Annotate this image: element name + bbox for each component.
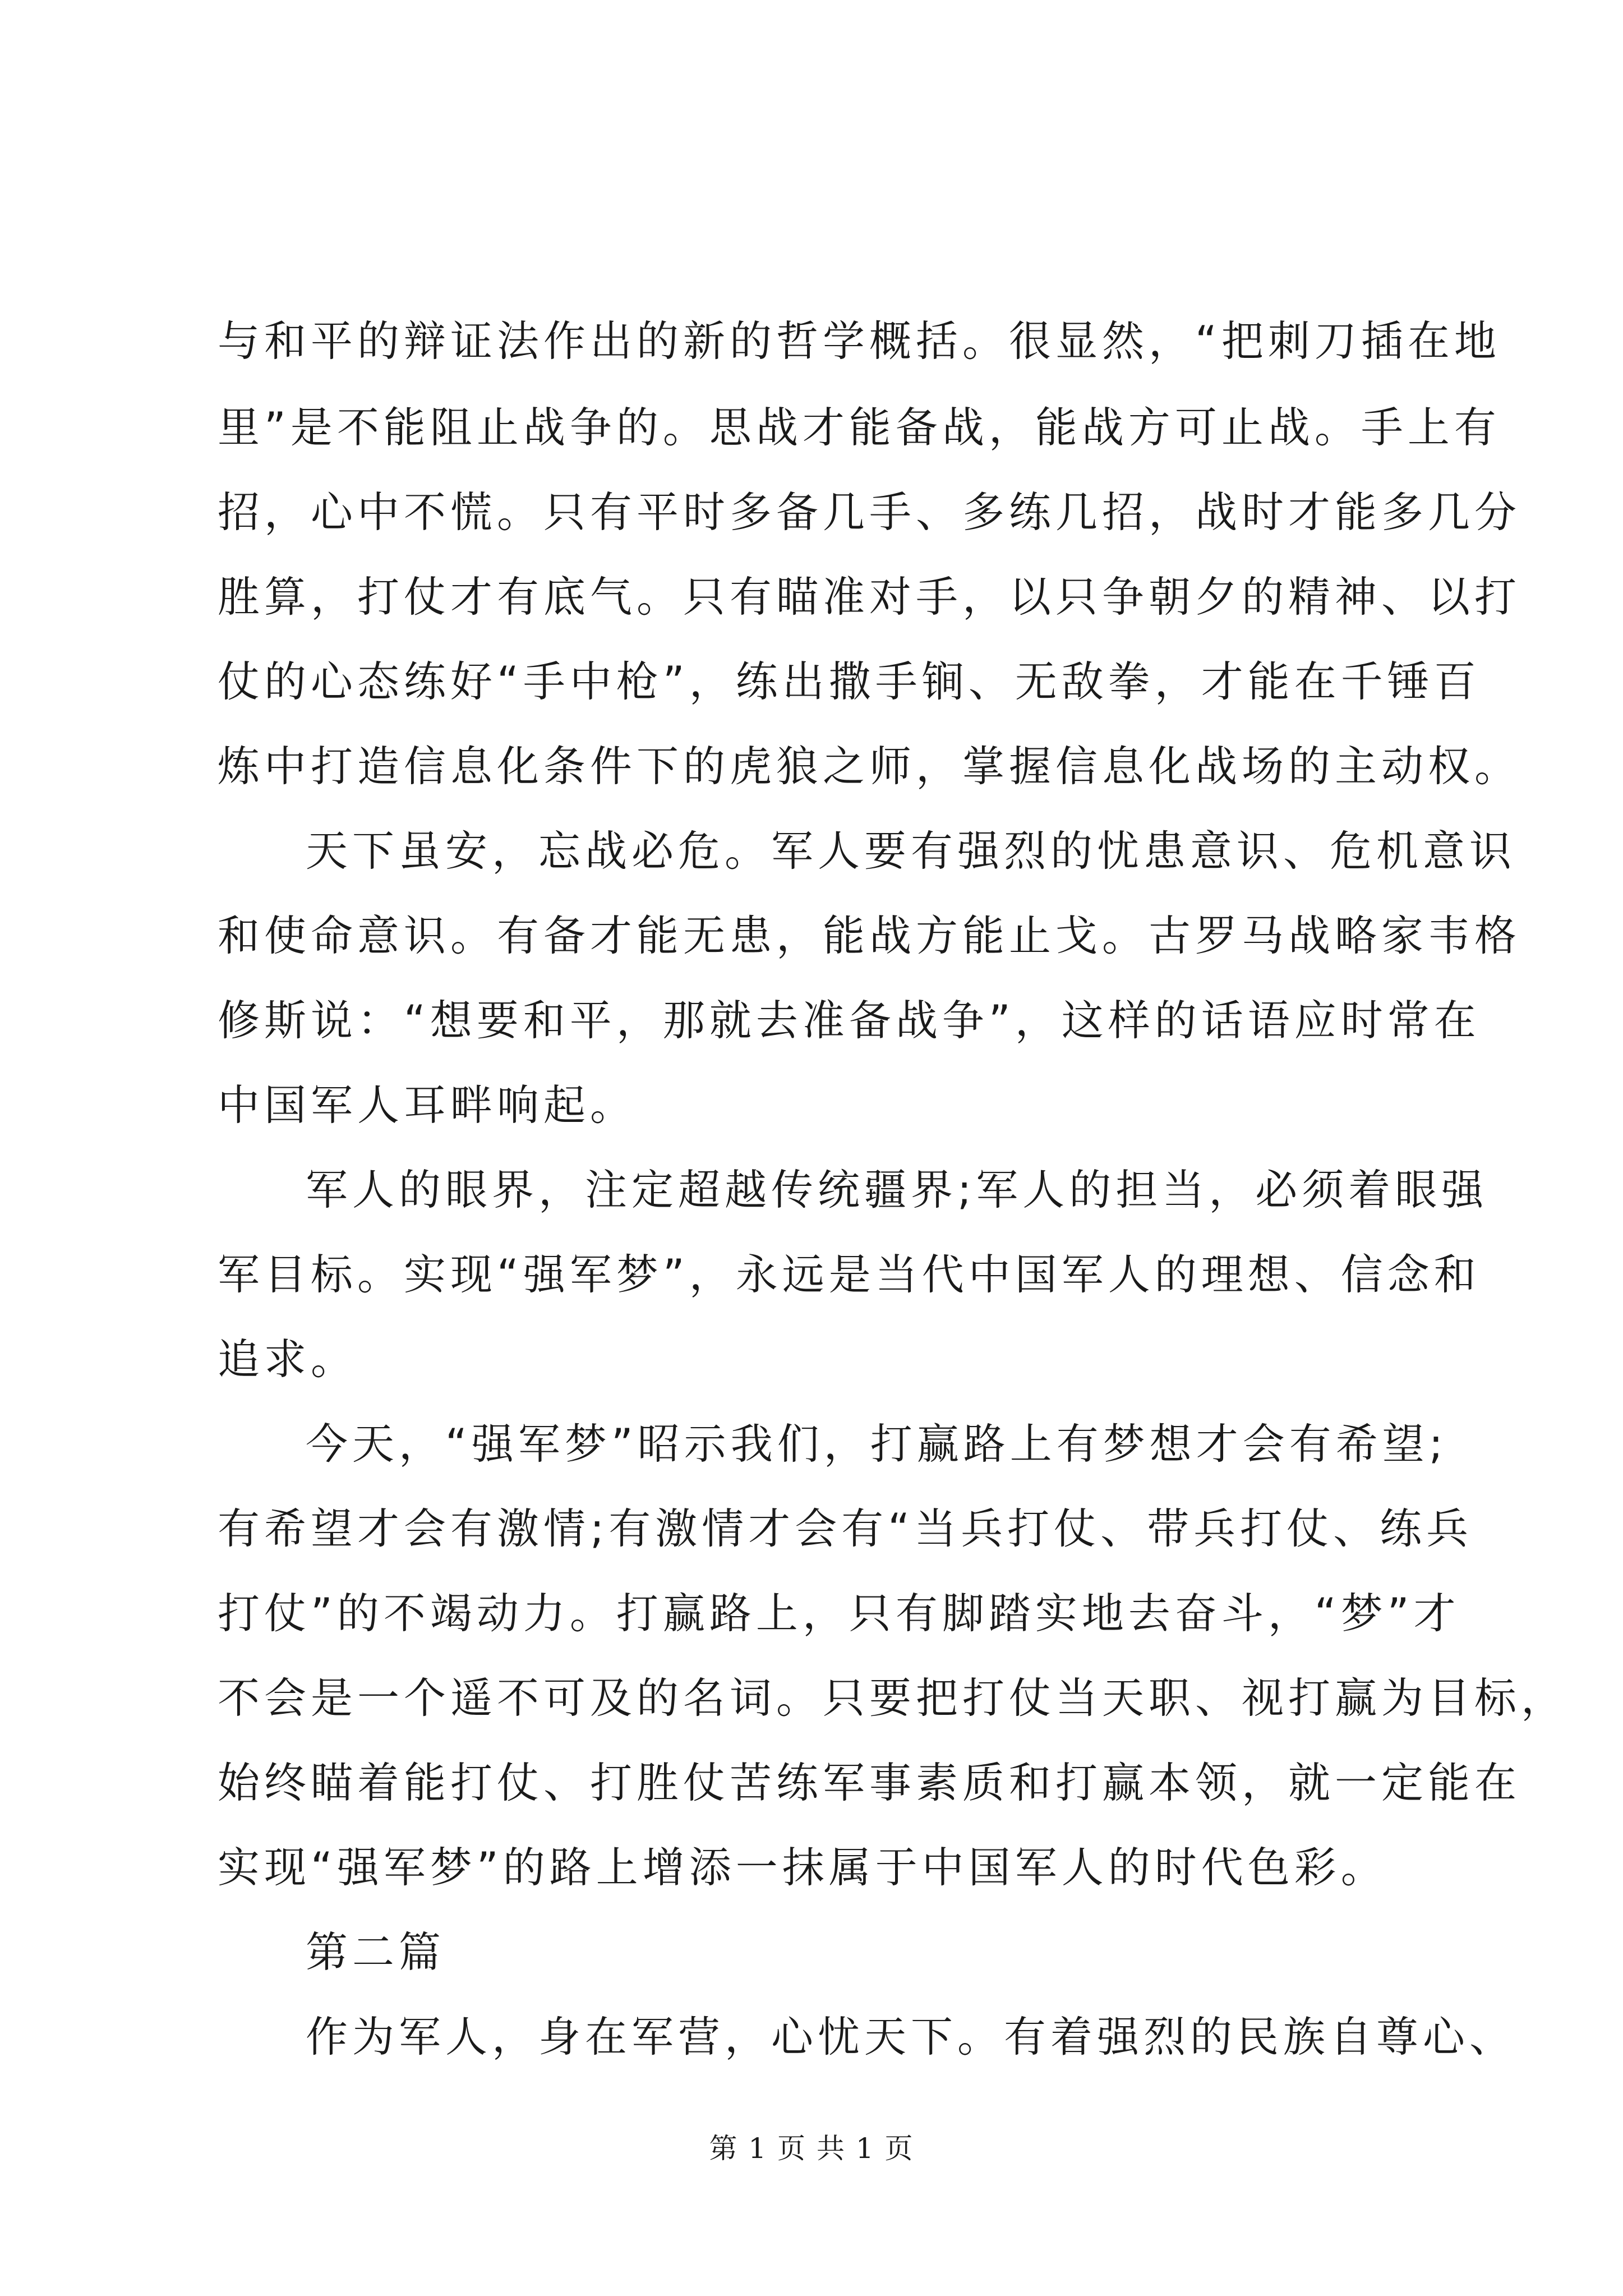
text-line: 作为军人，身在军营，心忧天下。有着强烈的民族自尊心、 <box>306 2012 1516 2062</box>
section-heading: 第二篇 <box>306 1927 446 1977</box>
text-line: 修斯说：“想要和平，那就去准备战争”，这样的话语应时常在 <box>218 996 1481 1045</box>
text-line: 胜算，打仗才有底气。只有瞄准对手，以只争朝夕的精神、以打 <box>218 572 1521 622</box>
text-line: 招，心中不慌。只有平时多备几手、多练几招，战时才能多几分 <box>218 487 1521 537</box>
text-line: 炼中打造信息化条件下的虎狼之师，掌握信息化战场的主动权。 <box>218 742 1521 791</box>
text-line: 仗的心态练好“手中枪”，练出撒手锏、无敌拳，才能在千锤百 <box>218 657 1481 706</box>
text-line: 与和平的辩证法作出的新的哲学概括。很显然，“把刺刀插在地 <box>218 316 1501 366</box>
text-line: 和使命意识。有备才能无患，能战方能止戈。古罗马战略家韦格 <box>218 911 1521 960</box>
text-line: 军目标。实现“强军梦”，永远是当代中国军人的理想、信念和 <box>218 1250 1481 1299</box>
text-line: 始终瞄着能打仗、打胜仗苦练军事素质和打赢本领，就一定能在 <box>218 1758 1521 1807</box>
text-line: 实现“强军梦”的路上增添一抹属于中国军人的时代色彩。 <box>218 1843 1387 1892</box>
text-line: 中国军人耳畔响起。 <box>218 1080 637 1130</box>
text-line: 天下虽安，忘战必危。军人要有强烈的忧患意识、危机意识 <box>306 826 1516 876</box>
page-number-footer: 第 1 页 共 1 页 <box>709 2132 914 2165</box>
text-line: 军人的眼界，注定超越传统疆界;军人的担当，必须着眼强 <box>306 1165 1488 1214</box>
text-line: 打仗”的不竭动力。打赢路上，只有脚踏实地去奋斗，“梦”才 <box>218 1589 1460 1638</box>
text-line: 不会是一个遥不可及的名词。只要把打仗当天职、视打赢为目标， <box>218 1673 1568 1723</box>
text-line: 追求。 <box>218 1335 358 1384</box>
text-line: 里”是不能阻止战争的。思战才能备战，能战方可止战。手上有 <box>218 403 1501 452</box>
text-line: 有希望才会有激情;有激情才会有“当兵打仗、带兵打仗、练兵 <box>218 1504 1473 1553</box>
text-line: 今天，“强军梦”昭示我们，打赢路上有梦想才会有希望; <box>306 1419 1447 1469</box>
